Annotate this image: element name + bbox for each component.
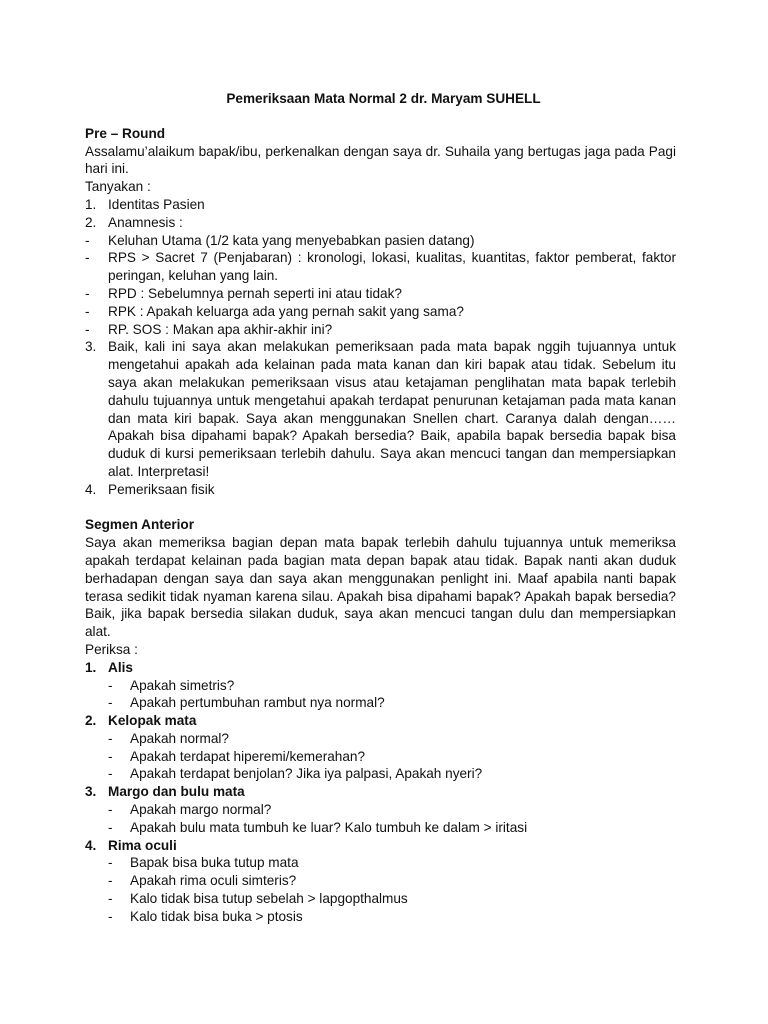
exam-sub-list bbox=[85, 801, 676, 837]
list-marker: - bbox=[108, 802, 113, 818]
list-item-text: Apakah normal? bbox=[130, 730, 229, 746]
exam-section-label: Kelopak mata bbox=[108, 713, 197, 729]
list-marker: - bbox=[108, 730, 113, 746]
list-item bbox=[85, 303, 676, 321]
list-marker: - bbox=[108, 855, 113, 871]
list-item bbox=[85, 819, 676, 837]
list-item bbox=[85, 854, 676, 872]
list-item-text: Keluhan Utama (1/2 kata yang menyebabkan pasien datang) bbox=[108, 232, 475, 248]
list-item bbox=[85, 765, 676, 783]
periksa-label: Periksa : bbox=[85, 641, 138, 657]
list-item bbox=[85, 694, 676, 712]
exam-sub-list bbox=[85, 854, 676, 925]
periksa-list bbox=[85, 659, 676, 926]
list-item-text: RPD : Sebelumnya pernah seperti ini atau tidak? bbox=[108, 285, 402, 301]
list-item-text: Apakah pertumbuhan rambut nya normal? bbox=[130, 695, 385, 711]
list-item bbox=[85, 908, 676, 926]
list-item-text: Apakah margo normal? bbox=[130, 802, 272, 818]
list-item bbox=[85, 801, 676, 819]
exam-section-margo-bulu-mata bbox=[85, 783, 676, 801]
list-marker: - bbox=[108, 766, 113, 782]
list-marker: 3. bbox=[85, 784, 97, 800]
list-marker: - bbox=[85, 303, 90, 319]
list-marker: 3. bbox=[85, 339, 97, 355]
exam-section-kelopak-mata bbox=[85, 712, 676, 730]
list-item-text: Pemeriksaan fisik bbox=[108, 481, 215, 497]
list-item bbox=[85, 730, 676, 748]
exam-section-label: Rima oculi bbox=[108, 837, 177, 853]
list-item-text: Kalo tidak bisa buka > ptosis bbox=[130, 908, 303, 924]
exam-section-label: Alis bbox=[108, 659, 133, 675]
list-item bbox=[85, 285, 676, 303]
list-item-text: Apakah simetris? bbox=[130, 677, 235, 693]
list-item bbox=[85, 748, 676, 766]
exam-sub-list bbox=[85, 730, 676, 783]
list-item-text: Apakah terdapat hiperemi/kemerahan? bbox=[130, 748, 366, 764]
exam-section-alis bbox=[85, 659, 676, 677]
list-marker: - bbox=[108, 873, 113, 889]
list-marker: - bbox=[85, 250, 90, 266]
pre-round-intro: Assalamu’alaikum bapak/ibu, perkenalkan dengan saya dr. Suhaila yang bertugas jaga pada Pagi hari ini. bbox=[85, 143, 676, 177]
list-item-text: RP. SOS : Makan apa akhir-akhir ini? bbox=[108, 321, 333, 337]
list-item-text: Kalo tidak bisa tutup sebelah > lapgopthalmus bbox=[130, 891, 408, 907]
list-marker: - bbox=[108, 891, 113, 907]
list-item-text: RPS > Sacret 7 (Penjabaran) : kronologi, lokasi, kualitas, kuantitas, faktor pemberat, faktor peringan, keluhan yang lain. bbox=[108, 250, 676, 284]
list-item bbox=[85, 321, 676, 339]
list-item-text: Apakah terdapat benjolan? Jika iya palpasi, Apakah nyeri? bbox=[130, 766, 483, 782]
list-marker: 2. bbox=[85, 713, 97, 729]
list-marker: 4. bbox=[85, 837, 97, 853]
segmen-anterior-intro: Saya akan memeriksa bagian depan mata bapak terlebih dahulu tujuannya untuk memeriksa apakah terdapat kelainan pada bagian mata depan bapak atau tidak. Bapak nanti akan duduk berhadapan dengan saya dan saya akan menggunakan penlight ini. Maaf apabila nanti bapak terasa sedikit tidak nyaman karena silau. Apakah bisa dipahami bapak? Apakah bapak bersedia? Baik, jika bapak bersedia silakan duduk, saya akan mencuci tangan dulu dan mempersiapkan alat. bbox=[85, 535, 676, 640]
pre-round-heading: Pre – Round bbox=[85, 125, 166, 141]
list-item bbox=[85, 196, 676, 214]
list-item bbox=[85, 481, 676, 499]
list-item bbox=[85, 249, 676, 285]
list-item bbox=[85, 232, 676, 250]
list-marker: - bbox=[108, 908, 113, 924]
list-marker: 4. bbox=[85, 481, 97, 497]
list-marker: - bbox=[85, 285, 90, 301]
exam-section-rima-oculi bbox=[85, 837, 676, 855]
list-item bbox=[85, 890, 676, 908]
list-marker: - bbox=[85, 232, 90, 248]
exam-sub-list bbox=[85, 677, 676, 713]
list-item-text: RPK : Apakah keluarga ada yang pernah sakit yang sama? bbox=[108, 303, 464, 319]
list-marker: - bbox=[108, 748, 113, 764]
list-item bbox=[85, 214, 676, 232]
list-item-text: Bapak bisa buka tutup mata bbox=[130, 855, 299, 871]
spacer bbox=[85, 499, 676, 517]
list-item bbox=[85, 872, 676, 890]
segmen-anterior-heading: Segmen Anterior bbox=[85, 517, 195, 533]
list-item-text: Baik, kali ini saya akan melakukan pemeriksaan pada mata bapak nggih tujuannya untuk mengetahui apakah ada kelainan pada mata kanan dan kiri bapak atau tidak. Sebelum itu saya akan melakukan pemeriksaan visus atau ketajaman penglihatan mata bapak terlebih dahulu tujuannya untuk mengetahui apakah terdapat penurunan ketajaman pada mata kanan dan mata kiri bapak. Saya akan menggunakan Snellen chart. Caranya dalah dengan……Apakah bisa dipahami bapak? Apakah bersedia? Baik, apabila bapak bersedia bapak bisa duduk di kursi pemeriksaan terlebih dahulu. Saya akan mencuci tangan dan mempersiapkan alat. Interpretasi! bbox=[108, 339, 676, 479]
list-item-text: Identitas Pasien bbox=[108, 196, 205, 212]
list-marker: - bbox=[108, 677, 113, 693]
list-marker: 1. bbox=[85, 659, 97, 675]
list-marker: 1. bbox=[85, 196, 97, 212]
list-item-text: Apakah rima oculi simteris? bbox=[130, 873, 297, 889]
pre-round-list bbox=[85, 196, 676, 499]
exam-section-label: Margo dan bulu mata bbox=[108, 784, 245, 800]
list-item bbox=[85, 338, 676, 480]
tanyakan-label: Tanyakan : bbox=[85, 179, 151, 195]
list-marker: - bbox=[108, 819, 113, 835]
list-item-text: Apakah bulu mata tumbuh ke luar? Kalo tumbuh ke dalam > iritasi bbox=[130, 819, 528, 835]
list-marker: - bbox=[108, 695, 113, 711]
list-item-text: Anamnesis : bbox=[108, 214, 183, 230]
list-marker: 2. bbox=[85, 214, 97, 230]
list-item bbox=[85, 677, 676, 695]
document-title: Pemeriksaan Mata Normal 2 dr. Maryam SUHELL bbox=[226, 91, 541, 106]
list-marker: - bbox=[85, 321, 90, 337]
